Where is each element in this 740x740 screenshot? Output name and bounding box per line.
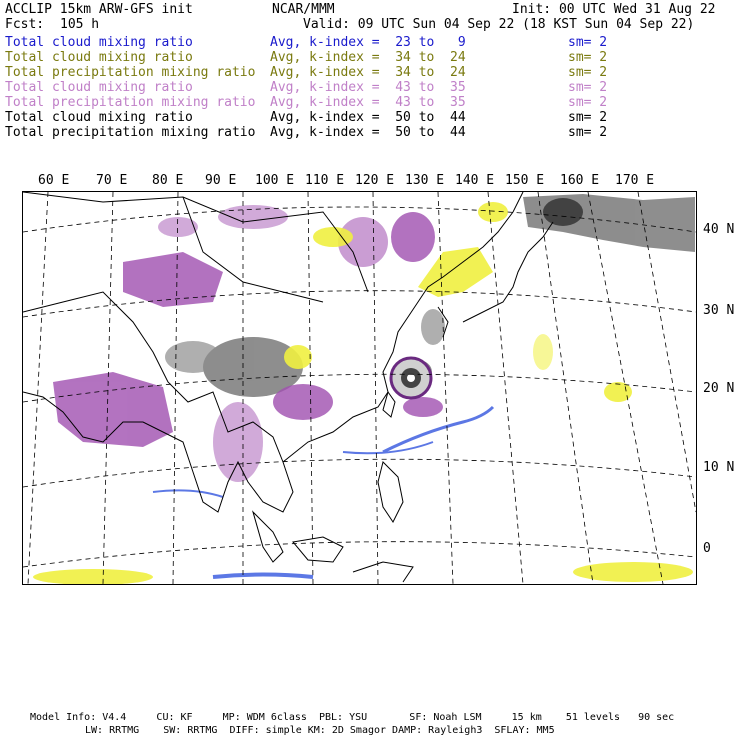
legend-smoothing: sm= 2 xyxy=(568,35,608,50)
latitude-label: 0 xyxy=(703,541,711,556)
longitude-label: 150 E xyxy=(505,173,545,188)
legend-smoothing: sm= 2 xyxy=(568,110,608,125)
legend-field-name: Total cloud mixing ratio xyxy=(5,80,193,95)
legend-field-name: Total cloud mixing ratio xyxy=(5,50,193,65)
legend-field-name: Total precipitation mixing ratio xyxy=(5,65,256,80)
longitude-label: 140 E xyxy=(455,173,495,188)
latitude-label: 20 N xyxy=(703,381,735,396)
model-title: ACCLIP 15km ARW-GFS init xyxy=(5,2,193,17)
latitude-label: 30 N xyxy=(703,303,735,318)
longitude-label: 80 E xyxy=(152,173,184,188)
longitude-label: 160 E xyxy=(560,173,600,188)
longitude-label: 60 E xyxy=(38,173,70,188)
legend-field-name: Total cloud mixing ratio xyxy=(5,110,193,125)
longitude-label: 130 E xyxy=(405,173,445,188)
forecast-map xyxy=(22,191,697,585)
legend-level-range: Avg, k-index = 50 to 44 xyxy=(270,110,466,125)
latitude-label: 10 N xyxy=(703,460,735,475)
forecast-hours: 105 h xyxy=(60,17,100,32)
legend-field-name: Total precipitation mixing ratio xyxy=(5,125,256,140)
longitude-label: 70 E xyxy=(96,173,128,188)
legend-smoothing: sm= 2 xyxy=(568,125,608,140)
longitude-label: 90 E xyxy=(205,173,237,188)
legend-level-range: Avg, k-index = 34 to 24 xyxy=(270,50,466,65)
legend-level-range: Avg, k-index = 23 to 9 xyxy=(270,35,466,50)
low-cloud-field xyxy=(153,407,493,577)
legend-smoothing: sm= 2 xyxy=(568,50,608,65)
legend-smoothing: sm= 2 xyxy=(568,65,608,80)
legend-level-range: Avg, k-index = 34 to 24 xyxy=(270,65,466,80)
longitude-label: 100 E xyxy=(255,173,295,188)
init-time: Init: 00 UTC Wed 31 Aug 22 xyxy=(512,2,716,17)
center-label: NCAR/MMM xyxy=(272,2,335,17)
longitude-label: 110 E xyxy=(305,173,345,188)
longitude-label: 120 E xyxy=(355,173,395,188)
model-info-line2: LW: RRTMG SW: RRTMG DIFF: simple KM: 2D Smagor DAMP: Rayleigh3 SFLAY: MM5 xyxy=(85,725,555,736)
latitude-label: 40 N xyxy=(703,222,735,237)
legend-smoothing: sm= 2 xyxy=(568,95,608,110)
map-svg xyxy=(23,192,696,584)
legend-field-name: Total precipitation mixing ratio xyxy=(5,95,256,110)
forecast-label: Fcst: xyxy=(5,17,45,32)
model-info-line1: Model Info: V4.4 CU: KF MP: WDM 6class PBL: YSU SF: Noah LSM 15 km 51 levels 90 sec xyxy=(30,712,675,723)
legend-smoothing: sm= 2 xyxy=(568,80,608,95)
valid-time: Valid: 09 UTC Sun 04 Sep 22 (18 KST Sun 04 Sep 22) xyxy=(303,17,695,32)
typhoon-spiral xyxy=(391,358,431,398)
longitude-label: 170 E xyxy=(615,173,655,188)
legend-level-range: Avg, k-index = 43 to 35 xyxy=(270,95,466,110)
legend-field-name: Total cloud mixing ratio xyxy=(5,35,193,50)
legend-level-range: Avg, k-index = 50 to 44 xyxy=(270,125,466,140)
legend-level-range: Avg, k-index = 43 to 35 xyxy=(270,80,466,95)
